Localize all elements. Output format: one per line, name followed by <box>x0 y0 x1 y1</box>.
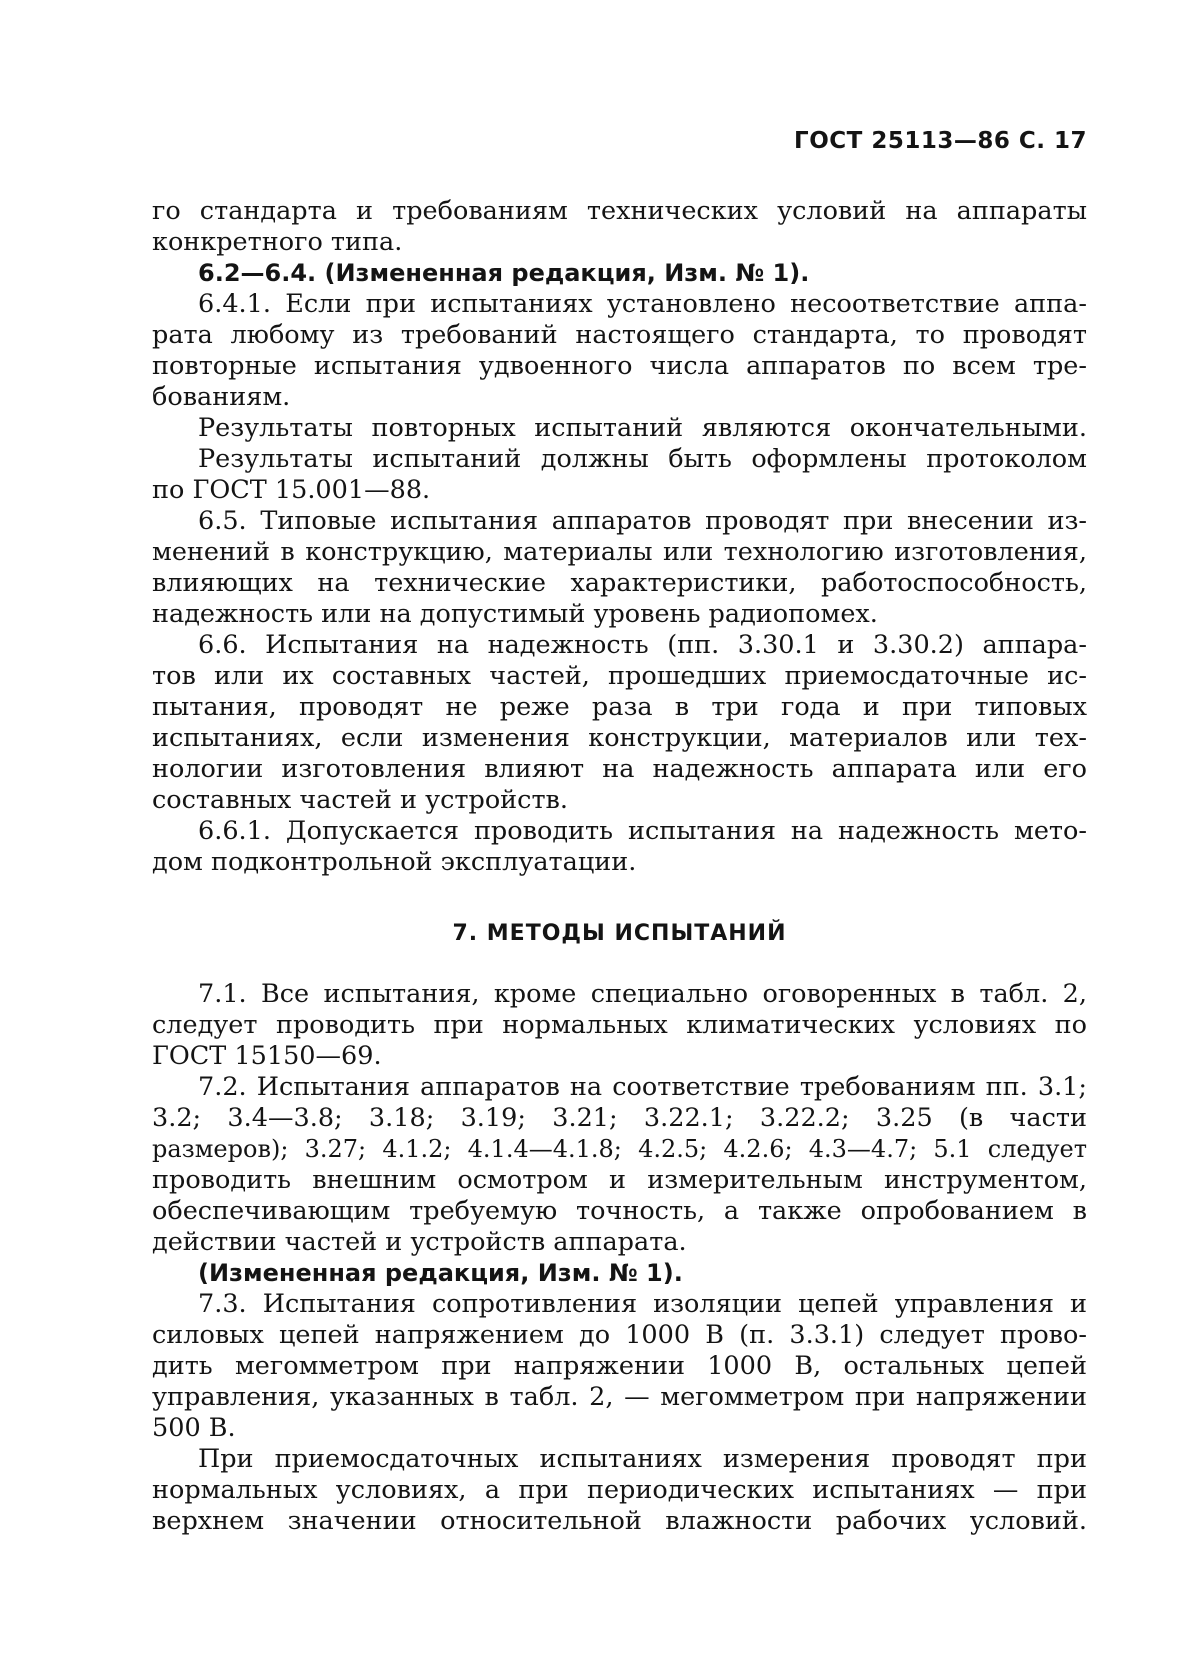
paragraph-6-5: менений в конструкцию, материалы или технологию изготовления, <box>152 537 1087 567</box>
paragraph-7-2: обеспечивающим требуемую точность, а также опробованием в <box>152 1196 1087 1226</box>
paragraph-7-2: размеров); 3.27; 4.1.2; 4.1.4—4.1.8; 4.2.5; 4.2.6; 4.3—4.7; 5.1 следует <box>152 1135 1087 1163</box>
paragraph-6-4-1: повторные испытания удвоенного числа аппаратов по всем тре- <box>152 351 1087 381</box>
text-line: конкретного типа. <box>152 227 403 257</box>
paragraph-6-6: составных частей и устройств. <box>152 785 569 815</box>
paragraph-6-5: надежность или на допустимый уровень радиопомех. <box>152 599 878 629</box>
paragraph-6-6: испытаниях, если изменения конструкции, материалов или тех- <box>152 723 1087 753</box>
paragraph-7-2: действии частей и устройств аппарата. <box>152 1227 687 1257</box>
paragraph-7-2: 7.2. Испытания аппаратов на соответствие требованиям пп. 3.1; <box>198 1072 1087 1102</box>
section-heading: 7. МЕТОДЫ ИСПЫТАНИЙ <box>452 921 787 946</box>
paragraph-6-6: нологии изготовления влияют на надежность аппарата или его <box>152 754 1087 784</box>
paragraph-7-2: 3.2; 3.4—3.8; 3.18; 3.19; 3.21; 3.22.1; 3.22.2; 3.25 (в части <box>152 1103 1087 1133</box>
paragraph-7-3: дить мегомметром при напряжении 1000 В, остальных цепей <box>152 1351 1087 1381</box>
paragraph-7-1: 7.1. Все испытания, кроме специально оговоренных в табл. 2, <box>198 979 1087 1009</box>
paragraph-7-3: силовых цепей напряжением до 1000 В (п. 3.3.1) следует прово- <box>152 1320 1087 1350</box>
paragraph-results-protocol: Результаты испытаний должны быть оформлены протоколом <box>198 444 1087 474</box>
paragraph-7-3: 500 В. <box>152 1413 236 1443</box>
amendment-note: (Измененная редакция, Изм. № 1). <box>198 1259 683 1287</box>
page-header: ГОСТ 25113—86 С. 17 <box>794 128 1087 154</box>
paragraph-results-protocol: по ГОСТ 15.001—88. <box>152 475 431 505</box>
paragraph-6-5: влияющих на технические характеристики, работоспособность, <box>152 568 1087 598</box>
paragraph-7-3: управления, указанных в табл. 2, — мегомметром при напряжении <box>152 1382 1087 1412</box>
paragraph-6-6: пытания, проводят не реже раза в три года и при типовых <box>152 692 1087 722</box>
paragraph-6-5: 6.5. Типовые испытания аппаратов проводят при внесении из- <box>198 506 1087 536</box>
paragraph-7-3: 7.3. Испытания сопротивления изоляции цепей управления и <box>198 1289 1087 1319</box>
paragraph-6-6-1: 6.6.1. Допускается проводить испытания на надежность мето- <box>198 816 1087 846</box>
paragraph-7-2: проводить внешним осмотром и измерительным инструментом, <box>152 1165 1087 1195</box>
paragraph-7-1: следует проводить при нормальных климатических условиях по <box>152 1010 1087 1040</box>
paragraph-6-6-1: дом подконтрольной эксплуатации. <box>152 847 637 877</box>
paragraph-acceptance: верхнем значении относительной влажности рабочих условий. <box>152 1506 1087 1536</box>
paragraph-6-4-1: бованиям. <box>152 382 291 412</box>
paragraph-6-6: 6.6. Испытания на надежность (пп. 3.30.1 и 3.30.2) аппара- <box>198 630 1087 660</box>
paragraph-acceptance: При приемосдаточных испытаниях измерения проводят при <box>198 1444 1087 1474</box>
paragraph-6-6: тов или их составных частей, прошедших приемосдаточные ис- <box>152 661 1087 691</box>
paragraph-acceptance: нормальных условиях, а при периодических испытаниях — при <box>152 1475 1087 1505</box>
text-line: го стандарта и требованиям технических условий на аппараты <box>152 196 1087 226</box>
paragraph-6-4-1: 6.4.1. Если при испытаниях установлено несоответствие аппа- <box>198 289 1087 319</box>
amendment-note: 6.2—6.4. (Измененная редакция, Изм. № 1). <box>198 259 810 287</box>
paragraph-6-4-1: рата любому из требований настоящего стандарта, то проводят <box>152 320 1087 350</box>
paragraph-results: Результаты повторных испытаний являются окончательными. <box>198 413 1087 443</box>
paragraph-7-1: ГОСТ 15150—69. <box>152 1041 382 1071</box>
document-body <box>152 196 1087 1537</box>
